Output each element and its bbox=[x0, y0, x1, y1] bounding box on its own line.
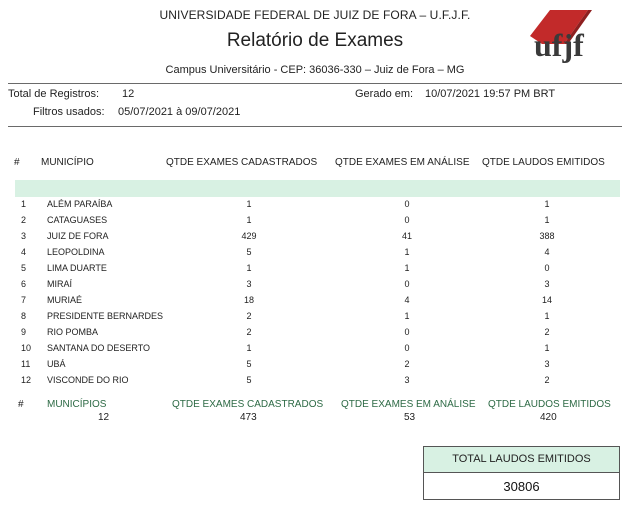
row-cadastrados: 18 bbox=[243, 295, 254, 305]
row-municipio: UBÁ bbox=[47, 359, 66, 369]
row-analise: 0 bbox=[404, 279, 410, 289]
row-number: 9 bbox=[21, 327, 27, 337]
row-cadastrados: 1 bbox=[246, 199, 252, 209]
summary-analise-value: 53 bbox=[404, 412, 416, 423]
table-row bbox=[0, 340, 630, 356]
table-row bbox=[0, 244, 630, 260]
row-analise: 4 bbox=[404, 295, 410, 305]
row-number: 11 bbox=[21, 359, 31, 369]
row-cadastrados: 5 bbox=[246, 375, 252, 385]
summary-laudos-label: QTDE LAUDOS EMITIDOS bbox=[488, 399, 611, 410]
row-laudos: 3 bbox=[544, 359, 550, 369]
table-row bbox=[0, 276, 630, 292]
row-municipio: RIO POMBA bbox=[47, 327, 99, 337]
table-row bbox=[0, 260, 630, 276]
row-laudos: 1 bbox=[544, 199, 550, 209]
row-municipio: VISCONDE DO RIO bbox=[47, 375, 129, 385]
row-number: 1 bbox=[21, 199, 27, 209]
row-laudos: 1 bbox=[544, 215, 550, 225]
row-municipio: CATAGUASES bbox=[47, 215, 108, 225]
row-analise: 0 bbox=[404, 215, 410, 225]
row-laudos: 2 bbox=[544, 327, 550, 337]
generated-label: Gerado em: bbox=[355, 88, 414, 100]
col-header-laudos: QTDE LAUDOS EMITIDOS bbox=[482, 157, 605, 168]
row-cadastrados: 1 bbox=[246, 215, 252, 225]
row-cadastrados: 5 bbox=[246, 247, 252, 257]
total-laudos-box bbox=[423, 446, 620, 500]
row-number: 8 bbox=[21, 311, 27, 321]
row-analise: 1 bbox=[404, 263, 410, 273]
table-row bbox=[0, 292, 630, 308]
row-number: 5 bbox=[21, 263, 27, 273]
row-laudos: 2 bbox=[544, 375, 550, 385]
filters-value: 05/07/2021 à 09/07/2021 bbox=[118, 106, 241, 118]
summary-laudos-value: 420 bbox=[540, 412, 557, 423]
header-divider bbox=[8, 83, 622, 84]
row-cadastrados: 5 bbox=[246, 359, 252, 369]
row-number: 4 bbox=[21, 247, 27, 257]
row-number: 6 bbox=[21, 279, 27, 289]
row-cadastrados: 1 bbox=[246, 263, 252, 273]
row-analise: 0 bbox=[404, 343, 410, 353]
university-name: UNIVERSIDADE FEDERAL DE JUIZ DE FORA – U.F.J.F. bbox=[159, 8, 471, 22]
row-number: 2 bbox=[21, 215, 27, 225]
col-header-municipio: MUNICÍPIO bbox=[41, 157, 94, 168]
row-municipio: MURIAÉ bbox=[47, 295, 83, 305]
row-laudos: 14 bbox=[541, 295, 552, 305]
table-row bbox=[0, 308, 630, 324]
row-laudos: 0 bbox=[544, 263, 550, 273]
row-number: 12 bbox=[21, 375, 32, 385]
row-cadastrados: 2 bbox=[246, 327, 252, 337]
row-analise: 3 bbox=[404, 375, 410, 385]
total-records-value: 12 bbox=[122, 88, 135, 100]
summary-cadastrados-label: QTDE EXAMES CADASTRADOS bbox=[172, 399, 324, 410]
total-records-label: Total de Registros: bbox=[8, 88, 100, 100]
row-laudos: 3 bbox=[544, 279, 550, 289]
row-number: 7 bbox=[21, 295, 27, 305]
summary-analise-label: QTDE EXAMES EM ANÁLISE bbox=[341, 399, 476, 410]
row-analise: 1 bbox=[404, 311, 410, 321]
row-laudos: 1 bbox=[544, 343, 550, 353]
row-number: 3 bbox=[21, 231, 27, 241]
report-title: Relatório de Exames bbox=[226, 30, 404, 51]
col-header-num: # bbox=[14, 157, 20, 168]
row-number: 10 bbox=[21, 343, 32, 353]
row-analise: 2 bbox=[404, 359, 410, 369]
row-analise: 41 bbox=[401, 231, 412, 241]
table-row bbox=[0, 356, 630, 372]
ufjf-logo bbox=[528, 6, 608, 64]
row-cadastrados: 429 bbox=[241, 231, 257, 241]
total-laudos-value: 30806 bbox=[503, 479, 540, 494]
row-cadastrados: 2 bbox=[246, 311, 252, 321]
table-row bbox=[0, 212, 630, 228]
row-analise: 0 bbox=[404, 327, 410, 337]
col-header-cadastrados: QTDE EXAMES CADASTRADOS bbox=[166, 157, 318, 168]
row-municipio: PRESIDENTE BERNARDES bbox=[47, 311, 164, 321]
table-header-band bbox=[15, 180, 620, 197]
row-analise: 1 bbox=[404, 247, 410, 257]
summary-num-label: # bbox=[18, 399, 24, 410]
summary-cadastrados-value: 473 bbox=[240, 412, 257, 423]
total-laudos-label: TOTAL LAUDOS EMITIDOS bbox=[424, 447, 619, 473]
row-municipio: LEOPOLDINA bbox=[47, 247, 105, 257]
row-municipio: MIRAÍ bbox=[47, 279, 73, 289]
table-row bbox=[0, 324, 630, 340]
filters-label: Filtros usados: bbox=[33, 106, 105, 118]
table-row bbox=[0, 196, 630, 212]
row-laudos: 388 bbox=[539, 231, 555, 241]
row-cadastrados: 3 bbox=[246, 279, 252, 289]
row-municipio: ALÉM PARAÍBA bbox=[47, 199, 113, 209]
row-municipio: JUIZ DE FORA bbox=[47, 231, 109, 241]
row-analise: 0 bbox=[404, 199, 410, 209]
logo-text: ufjf bbox=[534, 27, 584, 63]
campus-address: Campus Universitário - CEP: 36036-330 – Juiz de Fora – MG bbox=[165, 64, 465, 76]
table-row bbox=[0, 372, 630, 388]
row-laudos: 4 bbox=[544, 247, 550, 257]
summary-municipios-value: 12 bbox=[98, 412, 110, 423]
row-municipio: SANTANA DO DESERTO bbox=[47, 343, 151, 353]
summary-municipios-label: MUNICÍPIOS bbox=[47, 399, 107, 410]
col-header-analise: QTDE EXAMES EM ANÁLISE bbox=[335, 157, 470, 168]
row-municipio: LIMA DUARTE bbox=[47, 263, 107, 273]
generated-value: 10/07/2021 19:57 PM BRT bbox=[425, 88, 556, 100]
row-cadastrados: 1 bbox=[246, 343, 252, 353]
row-laudos: 1 bbox=[544, 311, 550, 321]
table-row bbox=[0, 228, 630, 244]
meta-divider bbox=[8, 126, 622, 127]
